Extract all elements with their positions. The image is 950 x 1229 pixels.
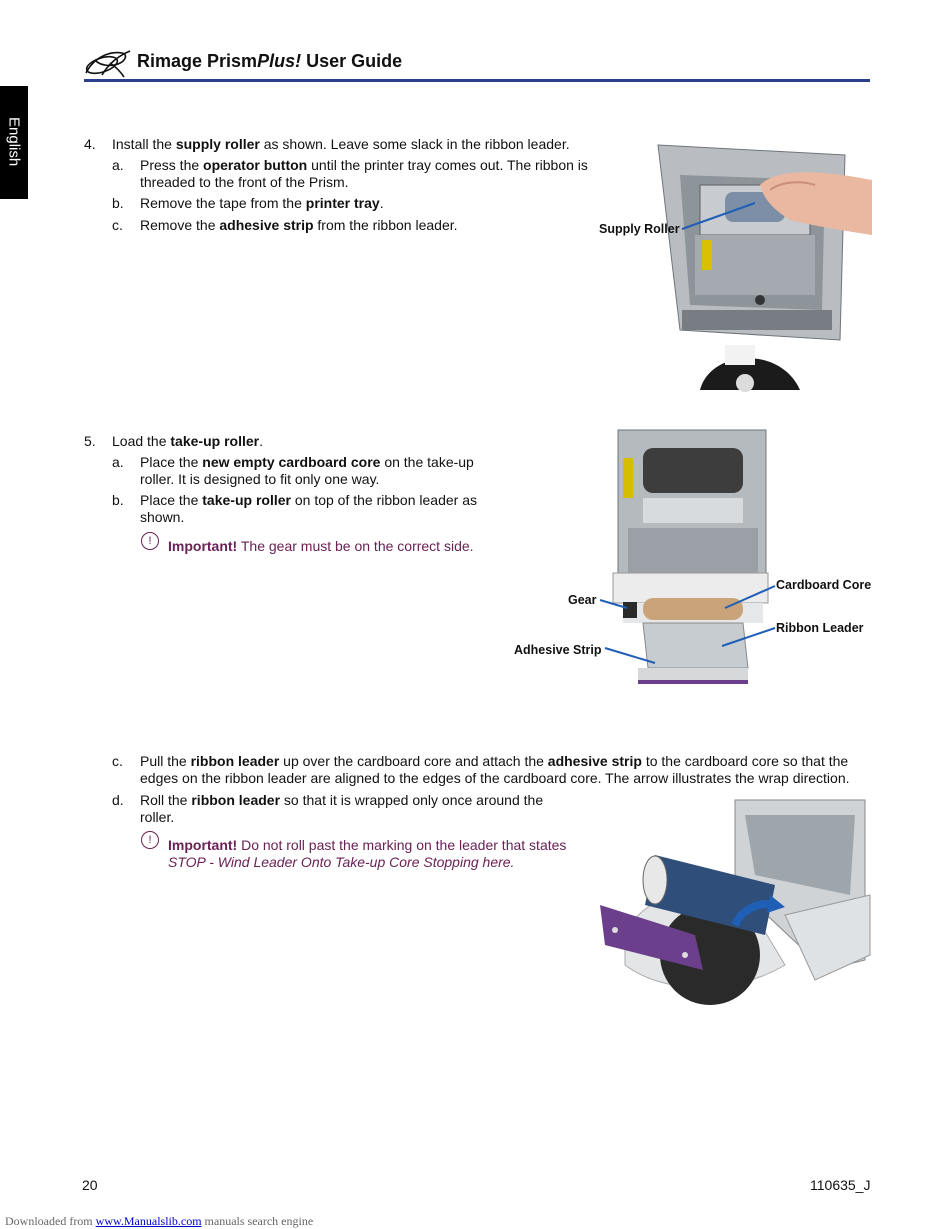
step4-number: 4. xyxy=(84,136,96,152)
supply-roller-photo xyxy=(640,140,872,395)
step5b-letter: b. xyxy=(112,492,124,508)
supply-roller-leader xyxy=(680,195,760,235)
take-up-callout-leaders xyxy=(597,578,782,668)
step5d-letter: d. xyxy=(112,792,124,808)
step5c-letter: c. xyxy=(112,753,123,769)
step5-number: 5. xyxy=(84,433,96,449)
wrap-direction-photo xyxy=(585,795,872,1017)
step4c-text: Remove the adhesive strip from the ribbon leader. xyxy=(140,217,458,233)
callout-adhesive-strip: Adhesive Strip xyxy=(514,643,602,657)
download-banner: Downloaded from www.Manualslib.com manuals search engine xyxy=(5,1214,314,1228)
important-note-stop: Important! Do not roll past the marking on the leader that states STOP - Wind Leader Onto Take-up Core Stopping here. xyxy=(168,837,567,870)
manualslib-link[interactable]: www.Manualslib.com xyxy=(95,1214,202,1228)
callout-gear: Gear xyxy=(568,593,597,607)
callout-ribbon-leader: Ribbon Leader xyxy=(776,621,864,635)
page-number: 20 xyxy=(82,1177,98,1193)
important-note-gear: Important! The gear must be on the correct side. xyxy=(168,538,474,554)
header-rule xyxy=(84,79,870,82)
step5a-letter: a. xyxy=(112,454,124,470)
page-title: Rimage PrismPlus! User Guide xyxy=(137,51,403,71)
step5-text: Load the take-up roller. xyxy=(112,433,263,449)
step4-text: Install the supply roller as shown. Leave some slack in the ribbon leader. xyxy=(112,136,570,152)
step4b-letter: b. xyxy=(112,195,124,211)
callout-supply-roller: Supply Roller xyxy=(599,222,680,236)
step4a-text: Press the operator button until the printer tray comes out. The ribbon is threaded to the front of the Prism. xyxy=(140,157,588,190)
important-icon: ! xyxy=(141,831,159,849)
step5d-text: Roll the ribbon leader so that it is wrapped only once around the roller. xyxy=(140,792,544,825)
rimage-logo xyxy=(82,47,134,79)
language-tab xyxy=(0,86,28,199)
important-icon: ! xyxy=(141,532,159,550)
step4b-text: Remove the tape from the printer tray. xyxy=(140,195,384,211)
step5c-text: Pull the ribbon leader up over the cardboard core and attach the adhesive strip to the cardboard core so that the edges on the ribbon leader are aligned to the edges of the cardboard core. The arrow illustrates the wrap direction. xyxy=(140,753,850,786)
callout-cardboard-core: Cardboard Core xyxy=(776,578,872,592)
step4a-letter: a. xyxy=(112,157,124,173)
step4c-letter: c. xyxy=(112,217,123,233)
step5a-text: Place the new empty cardboard core on the take-up roller. It is designed to fit only one way. xyxy=(140,454,474,487)
step5b-text: Place the take-up roller on top of the ribbon leader as shown. xyxy=(140,492,477,525)
language-tab-label: English xyxy=(5,117,23,167)
document-id: 110635_J xyxy=(810,1177,871,1193)
